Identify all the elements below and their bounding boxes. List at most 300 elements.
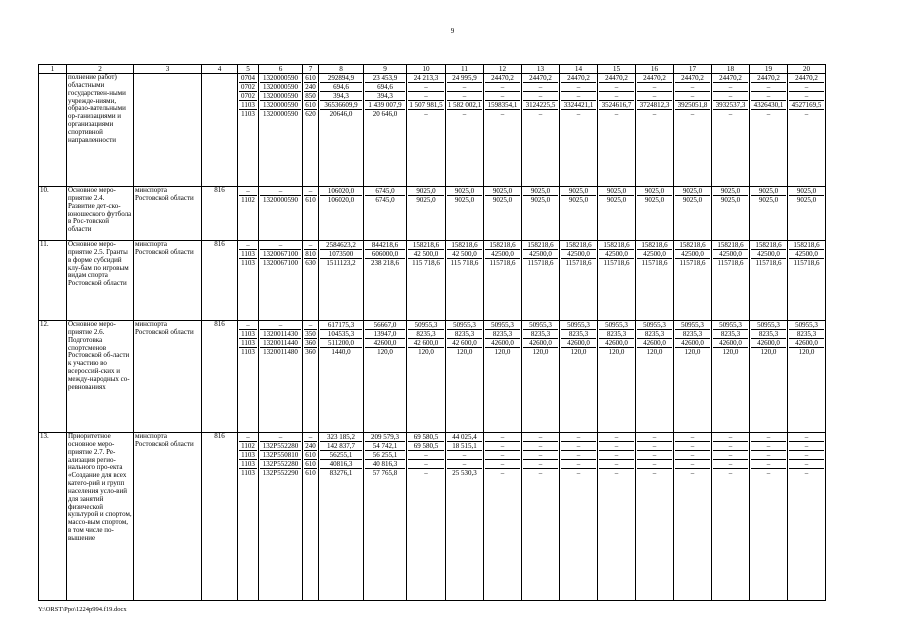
cell-value: – xyxy=(408,451,444,460)
cell-value: 42600,0 xyxy=(637,339,672,348)
cell-value: – xyxy=(561,92,596,101)
cell-value: – xyxy=(424,110,428,119)
value-cell xyxy=(636,74,674,187)
cell-value: – xyxy=(751,83,786,92)
value-cell xyxy=(560,74,598,187)
cell-value: 56255,1 xyxy=(320,451,362,460)
cell-value: 9025,0 xyxy=(599,187,634,196)
cell-value: – xyxy=(804,469,809,478)
cell-value: – xyxy=(637,460,672,469)
cell-value: 42500,0 xyxy=(675,250,710,259)
cell-value: – xyxy=(500,469,505,478)
budget-table xyxy=(38,64,826,601)
header-row xyxy=(39,65,826,74)
cell-value: 23 453,9 xyxy=(365,74,405,83)
value-cell xyxy=(522,187,560,241)
cell-value: 120,0 xyxy=(532,348,549,357)
value-cell xyxy=(712,433,750,601)
cell-value: 120,0 xyxy=(722,348,739,357)
column-header: 15 xyxy=(598,65,636,74)
cell-value: – xyxy=(789,460,824,469)
cell-value: 9025,0 xyxy=(720,196,741,205)
cell-value: 24470,2 xyxy=(599,74,634,83)
cell-value: 292894,9 xyxy=(320,74,362,83)
cell-value: 42600,0 xyxy=(599,339,634,348)
cell-value: – xyxy=(675,92,710,101)
cell-value: – xyxy=(599,460,634,469)
cell-value: 106020,0 xyxy=(327,196,355,205)
cell-value: 120,0 xyxy=(646,348,663,357)
cell-value: – xyxy=(239,321,257,330)
cell-value: 1103 xyxy=(241,110,255,119)
cell-value: – xyxy=(766,469,771,478)
cell-value: 323 185,2 xyxy=(320,433,362,442)
cell-value: 42 500,0 xyxy=(408,250,444,259)
cell-value: 42600,0 xyxy=(561,339,596,348)
value-cell xyxy=(303,241,319,321)
cell-value: – xyxy=(523,460,558,469)
cell-value: 6745,0 xyxy=(375,196,395,205)
cell-value: 694,6 xyxy=(365,83,405,92)
value-cell xyxy=(750,241,788,321)
cell-value: 9025,0 xyxy=(796,196,817,205)
cell-value: 0702 xyxy=(241,83,255,92)
cell-value: – xyxy=(538,110,543,119)
value-cell xyxy=(446,187,484,241)
cell-value: – xyxy=(751,92,786,101)
executor xyxy=(134,74,202,187)
column-header: 16 xyxy=(636,65,674,74)
cell-value: 4527169,5 xyxy=(789,101,824,110)
value-cell xyxy=(674,187,712,241)
column-header: 8 xyxy=(319,65,364,74)
cell-value: 8235,3 xyxy=(561,330,596,339)
column-header: 3 xyxy=(134,65,202,74)
cell-value: 42500,0 xyxy=(637,250,672,259)
cell-value: – xyxy=(751,442,786,451)
cell-value: – xyxy=(675,460,710,469)
cell-value: – xyxy=(789,92,824,101)
value-cell xyxy=(364,241,407,321)
value-cell xyxy=(560,433,598,601)
cell-value: 9025,0 xyxy=(416,196,436,205)
cell-value: 1320000590 xyxy=(263,196,298,205)
cell-value: – xyxy=(637,433,672,442)
cell-value: 158218,6 xyxy=(408,241,444,250)
cell-value: – xyxy=(614,110,619,119)
cell-value: 844218,6 xyxy=(365,241,405,250)
cell-value: 1073500 xyxy=(320,250,362,259)
cell-value: 6745,0 xyxy=(365,187,405,196)
value-cell xyxy=(750,74,788,187)
value-cell xyxy=(560,241,598,321)
cell-value: 360 xyxy=(305,348,316,357)
cell-value: – xyxy=(260,187,301,196)
cell-value: 1103 xyxy=(239,250,257,259)
cell-value: 20 646,0 xyxy=(372,110,398,119)
cell-value: – xyxy=(485,83,520,92)
cell-value: 158218,6 xyxy=(523,241,558,250)
value-cell xyxy=(598,241,636,321)
cell-value: – xyxy=(599,442,634,451)
value-cell xyxy=(303,433,319,601)
cell-value: 104535,3 xyxy=(320,330,362,339)
value-cell xyxy=(788,74,826,187)
cell-value: 56 255,1 xyxy=(365,451,405,460)
value-cell xyxy=(598,74,636,187)
cell-value: 8235,3 xyxy=(485,330,520,339)
value-cell xyxy=(238,187,259,241)
cell-value: – xyxy=(447,451,482,460)
cell-value: 24470,2 xyxy=(523,74,558,83)
cell-value: – xyxy=(804,110,809,119)
cell-value: 42500,0 xyxy=(599,250,634,259)
cell-value: – xyxy=(500,110,505,119)
value-cell xyxy=(484,321,522,433)
cell-value: 9025,0 xyxy=(454,196,475,205)
cell-value: – xyxy=(728,469,733,478)
cell-value: 610 xyxy=(305,469,316,478)
cell-value: – xyxy=(523,83,558,92)
value-cell xyxy=(364,187,407,241)
cell-value: 83276,1 xyxy=(329,469,353,478)
column-header: 20 xyxy=(788,65,826,74)
value-cell xyxy=(522,241,560,321)
cell-value: – xyxy=(304,321,317,330)
cell-value: 1320067100 xyxy=(263,259,298,268)
cell-value: 610 xyxy=(305,101,316,110)
value-cell xyxy=(407,187,446,241)
cell-value: 1103 xyxy=(239,460,257,469)
column-header: 17 xyxy=(674,65,712,74)
cell-value: 238 218,6 xyxy=(371,259,399,268)
cell-value: 42 600,0 xyxy=(447,339,482,348)
value-cell xyxy=(598,433,636,601)
value-cell xyxy=(674,321,712,433)
cell-value: 24470,2 xyxy=(485,74,520,83)
column-header: 1 xyxy=(39,65,67,74)
cell-value: 3932537,3 xyxy=(713,101,748,110)
cell-value: 9025,0 xyxy=(758,196,779,205)
cell-value: 9025,0 xyxy=(492,196,513,205)
cell-value: 1102 xyxy=(241,196,255,205)
cell-value: 610 xyxy=(305,451,316,460)
cell-value: – xyxy=(599,83,634,92)
cell-value: 394,3 xyxy=(365,92,405,101)
value-cell xyxy=(712,74,750,187)
cell-value: – xyxy=(789,442,824,451)
cell-value: – xyxy=(789,451,824,460)
cell-value: 8235,3 xyxy=(789,330,824,339)
cell-value: 240 xyxy=(305,83,316,92)
grbs-code: 816 xyxy=(202,321,238,433)
value-cell xyxy=(712,321,750,433)
cell-value: 1102 xyxy=(239,442,257,451)
cell-value: 1103 xyxy=(241,348,255,357)
cell-value: – xyxy=(485,460,520,469)
value-cell xyxy=(446,321,484,433)
cell-value: – xyxy=(751,451,786,460)
cell-value: 1320011480 xyxy=(263,348,298,357)
cell-value: 9025,0 xyxy=(682,196,703,205)
cell-value: 0704 xyxy=(241,74,255,83)
cell-value: 40 816,3 xyxy=(365,460,405,469)
cell-value: 610 xyxy=(305,196,316,205)
value-cell xyxy=(560,187,598,241)
table-row xyxy=(39,433,826,601)
cell-value: – xyxy=(447,83,482,92)
executor: минспорта Ростовской области xyxy=(134,433,202,601)
row-number xyxy=(39,74,67,187)
cell-value: 9025,0 xyxy=(675,187,710,196)
cell-value: – xyxy=(304,187,317,196)
cell-value: 115 718,6 xyxy=(450,259,479,268)
cell-value: – xyxy=(561,442,596,451)
cell-value: 3524616,7 xyxy=(599,101,634,110)
cell-value: 42600,0 xyxy=(751,339,786,348)
cell-value: 1320000590 xyxy=(263,110,298,119)
cell-value: 50955,3 xyxy=(751,321,786,330)
row-number: 10. xyxy=(39,187,67,241)
cell-value: 50955,3 xyxy=(523,321,558,330)
cell-value: 25 530,3 xyxy=(452,469,477,478)
cell-value: – xyxy=(523,451,558,460)
cell-value: 8235,3 xyxy=(408,330,444,339)
cell-value: 1103 xyxy=(241,259,255,268)
cell-value: 9025,0 xyxy=(713,187,748,196)
cell-value: 1103 xyxy=(239,101,257,110)
cell-value: 9025,0 xyxy=(530,196,551,205)
cell-value: 158218,6 xyxy=(789,241,824,250)
cell-value: 1598354,1 xyxy=(485,101,520,110)
value-cell xyxy=(319,187,364,241)
cell-value: 360 xyxy=(305,339,316,348)
value-cell xyxy=(238,321,259,433)
value-cell xyxy=(484,74,522,187)
cell-value: – xyxy=(239,433,257,442)
value-cell xyxy=(319,241,364,321)
cell-value: 24470,2 xyxy=(561,74,596,83)
value-cell xyxy=(319,433,364,601)
cell-value: 115718,6 xyxy=(527,259,554,268)
value-cell xyxy=(407,433,446,601)
cell-value: – xyxy=(260,321,301,330)
column-header: 12 xyxy=(484,65,522,74)
grbs-code: 816 xyxy=(202,433,238,601)
cell-value: 8235,3 xyxy=(751,330,786,339)
cell-value: 1 507 981,5 xyxy=(409,101,443,110)
cell-value: 115718,6 xyxy=(603,259,630,268)
value-cell xyxy=(259,74,303,187)
cell-value: 120,0 xyxy=(570,348,587,357)
cell-value: 0702 xyxy=(241,92,255,101)
cell-value: – xyxy=(260,433,301,442)
cell-value: 120,0 xyxy=(377,348,393,357)
cell-value: 50955,3 xyxy=(713,321,748,330)
value-cell xyxy=(788,433,826,601)
cell-value: 132P552280 xyxy=(260,460,301,469)
cell-value: 4326430,1 xyxy=(751,101,786,110)
cell-value: 240 xyxy=(305,442,316,451)
cell-value: – xyxy=(424,469,428,478)
cell-value: – xyxy=(485,433,520,442)
value-cell xyxy=(522,321,560,433)
cell-value: – xyxy=(789,83,824,92)
row-number: 12. xyxy=(39,321,67,433)
value-cell xyxy=(484,187,522,241)
cell-value: 24470,2 xyxy=(637,74,672,83)
row-number: 11. xyxy=(39,241,67,321)
cell-value: 50955,3 xyxy=(789,321,824,330)
cell-value: – xyxy=(538,469,543,478)
cell-value: 1 582 002,1 xyxy=(447,101,482,110)
page-number: 9 xyxy=(450,27,455,35)
cell-value: – xyxy=(576,110,581,119)
value-cell xyxy=(238,74,259,187)
cell-value: 9025,0 xyxy=(637,187,672,196)
cell-value: 50955,3 xyxy=(485,321,520,330)
cell-value: 620 xyxy=(305,110,316,119)
value-cell xyxy=(598,187,636,241)
value-cell xyxy=(446,433,484,601)
value-cell xyxy=(788,187,826,241)
cell-value: 610 xyxy=(305,74,316,83)
cell-value: 42600,0 xyxy=(713,339,748,348)
value-cell xyxy=(259,241,303,321)
cell-value: – xyxy=(675,433,710,442)
value-cell xyxy=(750,433,788,601)
column-header: 10 xyxy=(407,65,446,74)
measure-name: Основное меро-приятие 2.4. Развитие дет-ско-юношеского футбола в Рос-товской области xyxy=(67,187,134,241)
cell-value: 630 xyxy=(305,259,316,268)
cell-value: 44 025,4 xyxy=(447,433,482,442)
cell-value: 50955,3 xyxy=(675,321,710,330)
value-cell xyxy=(303,74,319,187)
cell-value: 158218,6 xyxy=(485,241,520,250)
cell-value: – xyxy=(408,83,444,92)
grbs-code: 816 xyxy=(202,187,238,241)
cell-value: 8235,3 xyxy=(637,330,672,339)
executor: минспорта Ростовской области xyxy=(134,187,202,241)
column-header: 2 xyxy=(67,65,134,74)
cell-value: 42500,0 xyxy=(523,250,558,259)
cell-value: 3925051,8 xyxy=(675,101,710,110)
column-header: 18 xyxy=(712,65,750,74)
value-cell xyxy=(522,74,560,187)
cell-value: – xyxy=(690,110,695,119)
cell-value: 158218,6 xyxy=(751,241,786,250)
value-cell xyxy=(484,241,522,321)
cell-value: 115718,6 xyxy=(489,259,516,268)
cell-value: 1103 xyxy=(239,330,257,339)
cell-value: – xyxy=(447,92,482,101)
cell-value: 120,0 xyxy=(418,348,434,357)
cell-value: – xyxy=(447,460,482,469)
cell-value: – xyxy=(766,110,771,119)
cell-value: – xyxy=(652,110,657,119)
grbs-code: 816 xyxy=(202,241,238,321)
value-cell xyxy=(788,321,826,433)
cell-value: 120,0 xyxy=(684,348,701,357)
cell-value: – xyxy=(523,442,558,451)
cell-value: 115 718,6 xyxy=(412,259,440,268)
cell-value: – xyxy=(652,469,657,478)
cell-value: 158218,6 xyxy=(447,241,482,250)
cell-value: 56667,0 xyxy=(365,321,405,330)
cell-value: 42500,0 xyxy=(485,250,520,259)
cell-value: 42600,0 xyxy=(675,339,710,348)
cell-value: 40816,3 xyxy=(320,460,362,469)
grbs-code xyxy=(202,74,238,187)
value-cell xyxy=(238,241,259,321)
cell-value: – xyxy=(485,92,520,101)
cell-value: 1103 xyxy=(239,451,257,460)
executor: минспорта Ростовской области xyxy=(134,241,202,321)
value-cell xyxy=(484,433,522,601)
table-row xyxy=(39,241,826,321)
column-header: 14 xyxy=(560,65,598,74)
cell-value: – xyxy=(599,92,634,101)
cell-value: 9025,0 xyxy=(751,187,786,196)
cell-value: – xyxy=(713,442,748,451)
column-header: 9 xyxy=(364,65,407,74)
value-cell xyxy=(259,321,303,433)
cell-value: 42600,0 xyxy=(365,339,405,348)
column-header: 7 xyxy=(303,65,319,74)
cell-value: 36536609,9 xyxy=(320,101,362,110)
cell-value: 2584623,2 xyxy=(320,241,362,250)
value-cell xyxy=(522,433,560,601)
cell-value: – xyxy=(599,451,634,460)
measure-name: Основное меро-приятие 2.6. Подготовка спортсменов Ростовской об-ласти к участию во всероссий-ских и между-народных со-ревнованиях xyxy=(67,321,134,433)
cell-value: 9025,0 xyxy=(606,196,627,205)
cell-value: – xyxy=(713,83,748,92)
value-cell xyxy=(407,241,446,321)
cell-value: – xyxy=(260,241,301,250)
cell-value: – xyxy=(728,110,733,119)
cell-value: – xyxy=(675,83,710,92)
cell-value: 24 995,9 xyxy=(447,74,482,83)
footer-file-path: Y:\ORST\Ppo\1224p994.f19.docx xyxy=(38,606,127,613)
cell-value: 1 439 007,9 xyxy=(365,101,405,110)
cell-value: 50955,3 xyxy=(447,321,482,330)
column-header: 5 xyxy=(238,65,259,74)
cell-value: 9025,0 xyxy=(447,187,482,196)
cell-value: 50955,3 xyxy=(408,321,444,330)
cell-value: 158218,6 xyxy=(675,241,710,250)
cell-value: 850 xyxy=(305,92,316,101)
cell-value: – xyxy=(408,460,444,469)
cell-value: – xyxy=(576,469,581,478)
cell-value: 8235,3 xyxy=(447,330,482,339)
value-cell xyxy=(259,187,303,241)
cell-value: – xyxy=(523,92,558,101)
cell-value: – xyxy=(561,433,596,442)
column-header: 13 xyxy=(522,65,560,74)
measure-name: Основное меро-приятие 2.5. Гранты в форме субсидий клу-бам по игровым видам спорта Ростовской области xyxy=(67,241,134,321)
executor: минспорта Ростовской области xyxy=(134,321,202,433)
value-cell xyxy=(750,187,788,241)
measure-name: Приоритетное основное меро-приятие 2.7. Ре-ализация регио-нального про-екта «Создание для всех катего-рий и групп населения усло-вий для занятий физической культурой и спортом, массо-вым спортом, в том числе по-вышение xyxy=(67,433,134,601)
cell-value: 115718,6 xyxy=(641,259,668,268)
cell-value: – xyxy=(485,442,520,451)
cell-value: 1320000590 xyxy=(260,83,301,92)
cell-value: – xyxy=(523,433,558,442)
cell-value: – xyxy=(751,433,786,442)
column-header: 19 xyxy=(750,65,788,74)
cell-value: – xyxy=(304,433,317,442)
cell-value: 8235,3 xyxy=(713,330,748,339)
